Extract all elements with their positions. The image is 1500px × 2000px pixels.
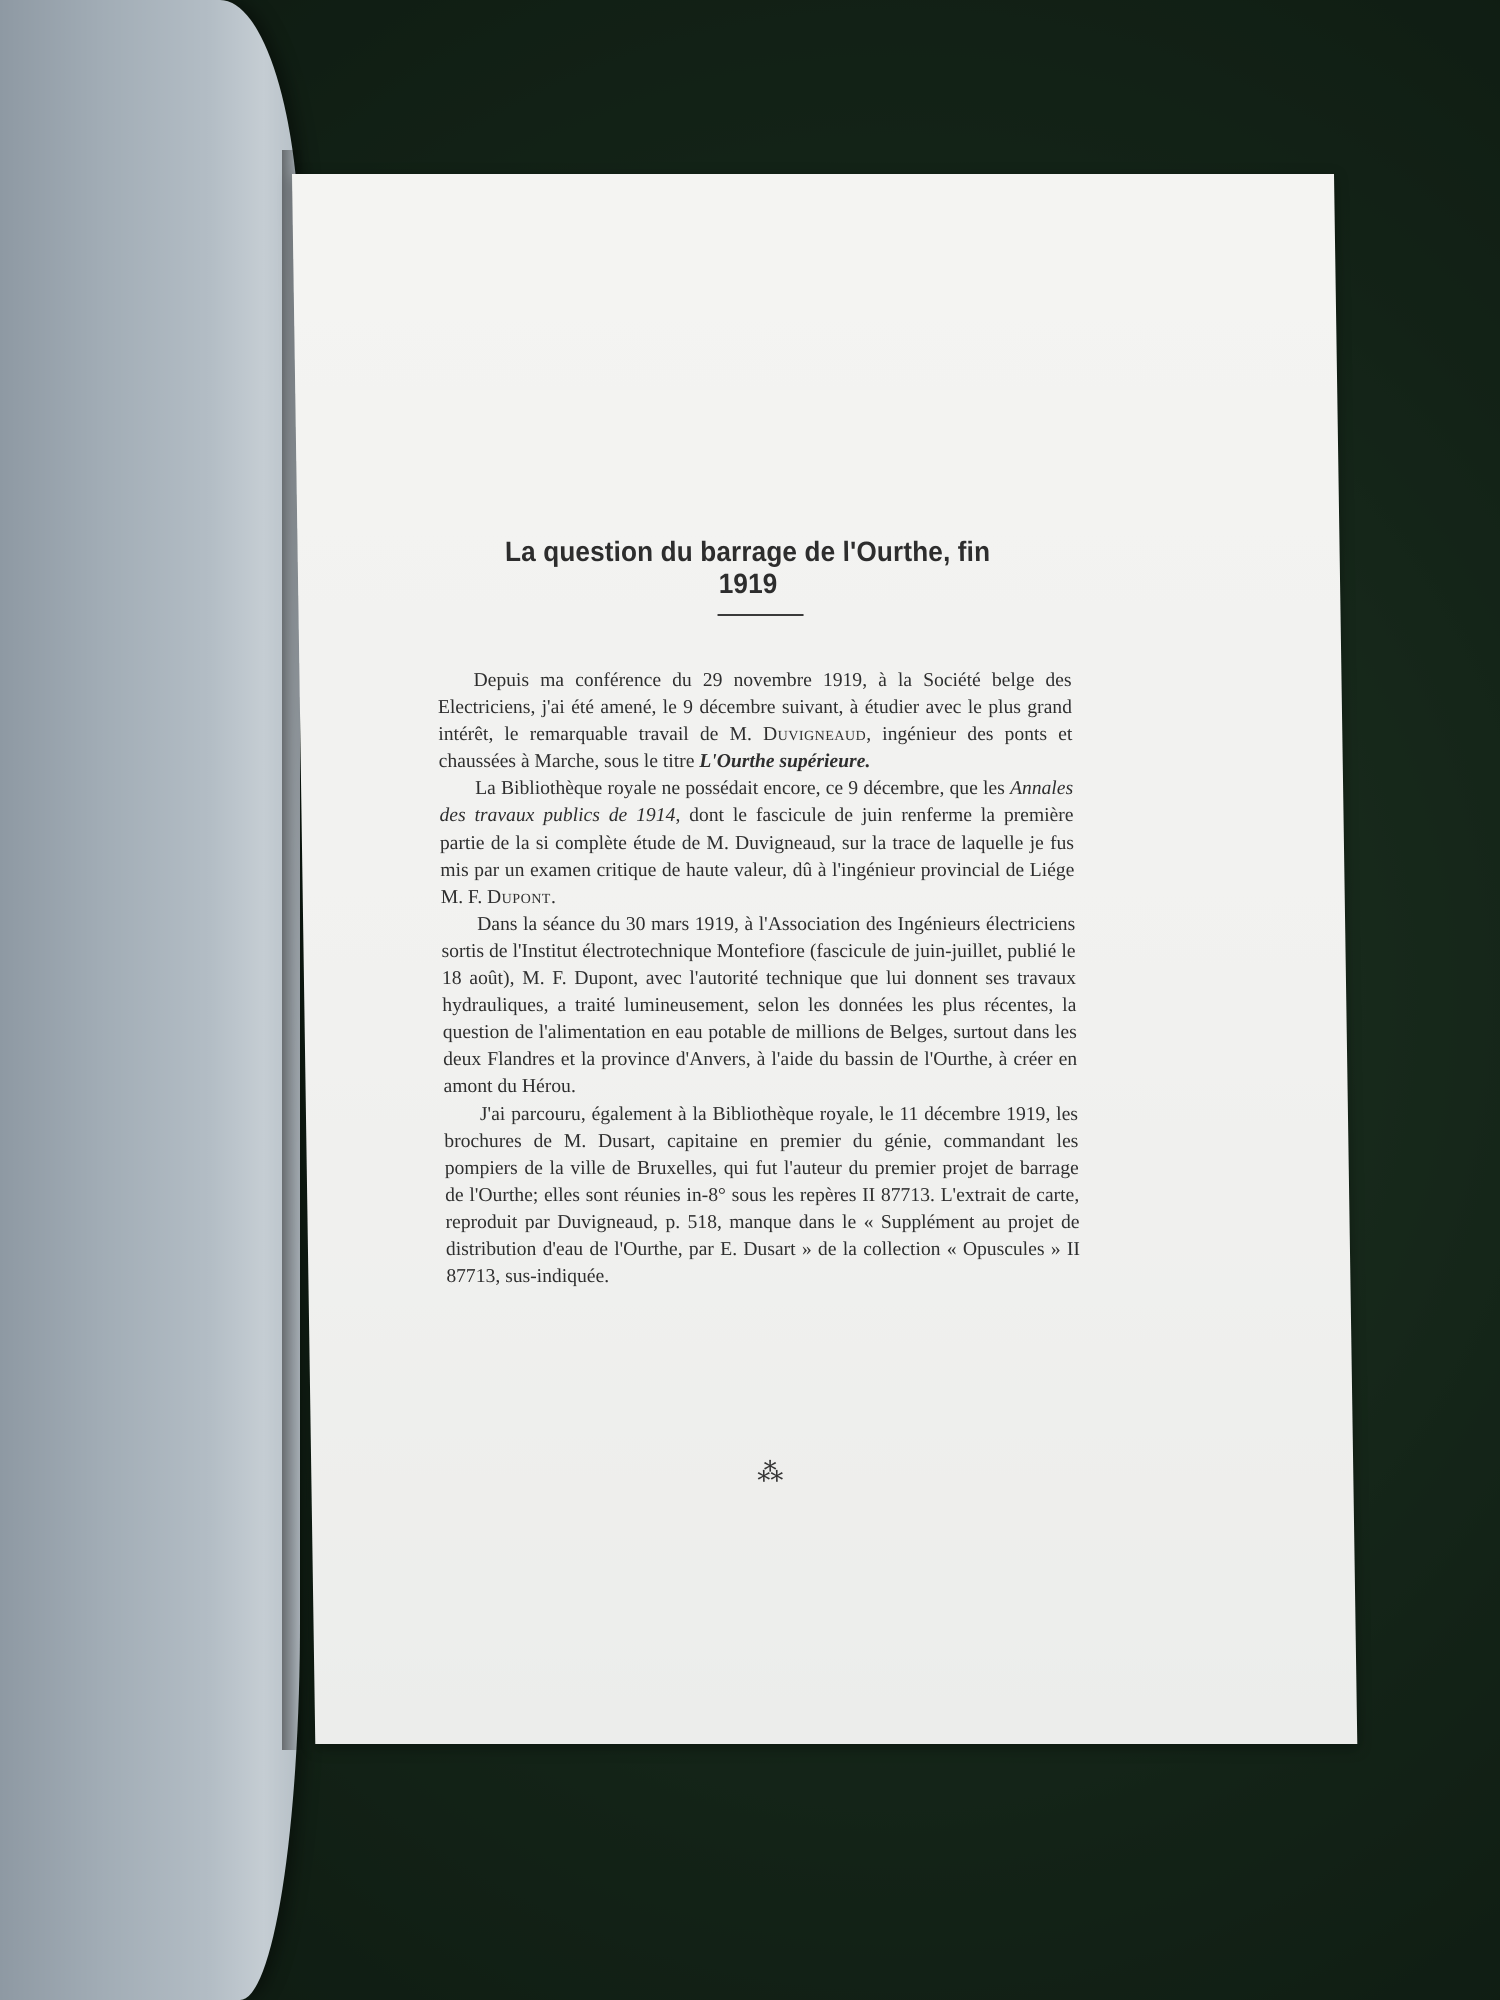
body-text xyxy=(437,667,1080,1290)
printed-page xyxy=(292,174,1357,1744)
paragraph-1 xyxy=(437,667,1073,775)
title-rule xyxy=(718,614,804,616)
text-segment: . xyxy=(550,886,556,908)
publication-title-italic: Annales des travaux publics de 1914 xyxy=(439,778,1074,827)
asterism-glyph: ⁂ xyxy=(757,1458,784,1487)
text-segment: , dont le fascicule de juin renferme la première partie de la si complète étude de M. Duvigneaud, sur la trace de laquelle je fus mis par un examen critique de haute valeur, dû à l'ingénieur provincial de Liége M. F. xyxy=(439,805,1075,908)
text-segment: La Bibliothèque royale ne possédait encore, ce 9 décembre, que les xyxy=(474,778,1011,800)
work-title-bold-italic: L'Ourthe supérieure. xyxy=(699,751,871,773)
paragraph-2 xyxy=(439,775,1075,910)
author-name-smallcaps: Duvigneaud xyxy=(762,724,867,746)
text-segment: Depuis ma conférence du 29 novembre 1919, à la Société belge des Electriciens, j'ai été amené, le 9 décembre suivant, à étudier avec le plus grand intérêt, le remarquable travail de M. xyxy=(437,670,1073,746)
author-name-smallcaps: Dupont xyxy=(486,886,552,908)
paragraph-4 xyxy=(444,1101,1081,1291)
page-title: La question du barrage de l'Ourthe, fin 1919 xyxy=(504,536,991,599)
section-break-asterism xyxy=(750,1460,790,1490)
text-segment: Dans la séance du 30 mars 1919, à l'Association des Ingénieurs électriciens sortis de l'Institut électrotechnique Montefiore (fascicule de juin-juillet, publié le 18 août), M. F. Dupont, avec l'autorité technique que lui donnent ses travaux hydrauliques, a traité lumineusement, selon les données les plus récentes, la question de l'alimentation en eau potable de millions de Belges, surtout dans les deux Flandres et la province d'Anvers, à l'aide du bassin de l'Ourthe, à créer en amont du Hérou. xyxy=(441,913,1078,1098)
text-segment: , ingénieur des ponts et chaussées à Marche, sous le titre xyxy=(438,724,1073,773)
left-facing-page xyxy=(0,0,300,2000)
text-segment: J'ai parcouru, également à la Bibliothèque royale, le 11 décembre 1919, les brochures de M. Dusart, capitaine en premier du génie, commandant les pompiers de la ville de Bruxelles, qui fut l'auteur du premier projet de barrage de l'Ourthe; elles sont réunies in-8° sous les repères II 87713. L'extrait de carte, reproduit par Duvigneaud, p. 518, manque dans le « Supplément au projet de distribution d'eau de l'Ourthe, par E. Dusart » de la collection « Opuscules » II 87713, sus-indiquée. xyxy=(444,1103,1081,1288)
paragraph-3 xyxy=(441,911,1078,1101)
